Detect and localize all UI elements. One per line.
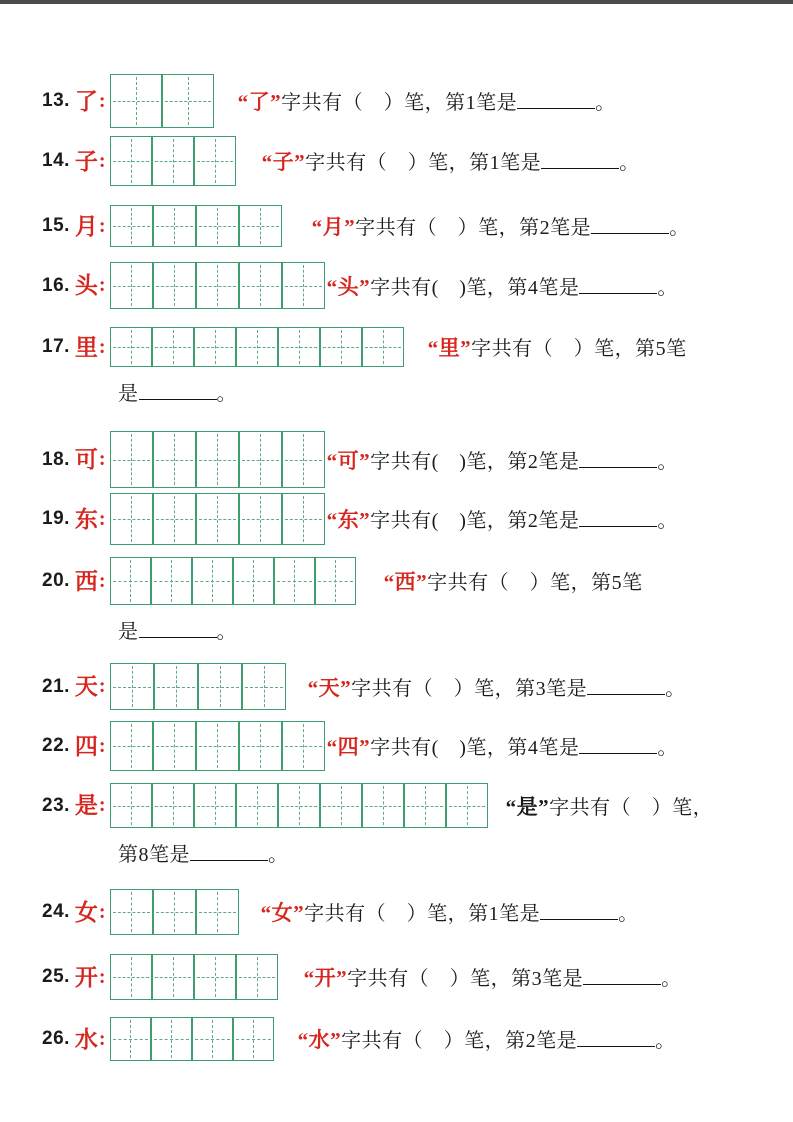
worksheet-item xyxy=(42,663,757,710)
answer-blank xyxy=(579,450,657,468)
grid-box xyxy=(278,783,320,828)
item-character: 水 xyxy=(74,1026,98,1052)
grid-box xyxy=(239,431,282,488)
question-tail: 字共有( )笔，第2笔是 xyxy=(370,510,580,532)
item-line-1 xyxy=(42,663,757,710)
grid-box xyxy=(196,431,239,488)
sentence-period: 。 xyxy=(665,677,686,700)
sentence-period: 。 xyxy=(618,903,639,925)
grid-box xyxy=(110,954,152,1000)
grid-box xyxy=(151,557,192,605)
grid-box xyxy=(110,783,152,828)
answer-blank xyxy=(583,967,661,985)
question-tail: 字共有（ ）笔，第5笔 xyxy=(427,572,643,594)
worksheet-item xyxy=(42,557,757,645)
worksheet-item xyxy=(42,493,757,545)
grid-box xyxy=(153,493,196,545)
worksheet-item xyxy=(42,889,757,935)
grid-box xyxy=(233,1017,274,1061)
grid-box xyxy=(194,327,236,367)
item-colon: : xyxy=(98,214,106,237)
worksheet-item xyxy=(42,431,757,488)
grid-box xyxy=(110,663,154,710)
grid-box xyxy=(110,1017,151,1061)
worksheet-item xyxy=(42,721,757,771)
grid-box xyxy=(153,431,196,488)
grid-box xyxy=(110,721,153,771)
grid-box xyxy=(110,74,162,128)
sentence-period: 。 xyxy=(595,92,616,114)
item-character: 四 xyxy=(74,733,98,759)
item-number: 17. xyxy=(42,336,70,357)
item-character: 是 xyxy=(74,793,98,818)
quoted-character: “了” xyxy=(237,90,282,114)
answer-blank xyxy=(541,151,619,169)
grid-box xyxy=(315,557,356,605)
answer-blank xyxy=(591,216,669,234)
item-character: 东 xyxy=(74,506,98,532)
grid-box xyxy=(282,721,325,771)
question-text xyxy=(308,672,686,702)
grid-box xyxy=(151,1017,192,1061)
answer-blank xyxy=(540,902,618,920)
item-number: 25. xyxy=(42,966,70,987)
answer-blank xyxy=(577,1029,655,1047)
grid-box xyxy=(236,954,278,1000)
item-line-2 xyxy=(118,377,757,407)
worksheet-item xyxy=(42,783,757,868)
practice-grid xyxy=(110,663,286,710)
item-colon: : xyxy=(98,274,106,296)
grid-box xyxy=(110,262,153,309)
grid-box xyxy=(236,327,278,367)
sentence-period: 。 xyxy=(268,844,289,866)
item-line-2 xyxy=(118,838,757,868)
quoted-character: “月” xyxy=(311,215,356,239)
item-number: 20. xyxy=(42,570,70,591)
item-line-1 xyxy=(42,205,757,247)
grid-box xyxy=(239,493,282,545)
answer-blank xyxy=(190,843,268,861)
grid-box xyxy=(194,954,236,1000)
grid-box xyxy=(153,262,196,309)
practice-grid xyxy=(110,954,278,1000)
item-colon: : xyxy=(98,965,106,988)
item-colon: : xyxy=(98,794,106,816)
grid-box xyxy=(239,205,282,247)
question-text xyxy=(312,211,690,241)
item-line-1 xyxy=(42,136,757,186)
quoted-character: “西” xyxy=(383,570,428,594)
item-line-1 xyxy=(42,431,757,488)
grid-box xyxy=(110,136,152,186)
item-character: 子 xyxy=(74,148,98,174)
quoted-character: “里” xyxy=(427,336,472,360)
question-tail: 字共有（ ）笔，第5笔 xyxy=(471,338,687,360)
item-number: 15. xyxy=(42,215,70,236)
grid-box xyxy=(239,262,282,309)
item-character: 开 xyxy=(74,964,98,990)
answer-blank xyxy=(139,620,217,638)
grid-box xyxy=(242,663,286,710)
worksheet-item xyxy=(42,205,757,247)
item-line-1 xyxy=(42,557,757,605)
item-line-1 xyxy=(42,1017,757,1061)
answer-blank xyxy=(579,509,657,527)
quoted-character: “是” xyxy=(505,794,550,819)
grid-box xyxy=(196,721,239,771)
worksheet-item xyxy=(42,1017,757,1061)
item-number: 18. xyxy=(42,448,70,470)
grid-box xyxy=(153,721,196,771)
sentence-period: 。 xyxy=(655,1030,676,1052)
sentence-period: 。 xyxy=(657,276,678,299)
grid-box xyxy=(239,721,282,771)
worksheet xyxy=(0,4,793,1061)
practice-grid xyxy=(110,205,282,247)
practice-grid xyxy=(110,1017,274,1061)
item-line-2 xyxy=(118,615,757,645)
quoted-character: “水” xyxy=(297,1028,342,1052)
grid-box xyxy=(282,262,325,309)
grid-box xyxy=(162,74,214,128)
grid-box xyxy=(196,889,239,935)
grid-box xyxy=(153,205,196,247)
grid-box xyxy=(192,557,233,605)
item-number: 23. xyxy=(42,794,70,816)
question-text xyxy=(428,332,687,362)
question-tail: 字共有（ ）笔，第3笔是 xyxy=(347,968,584,990)
question-tail: 字共有（ ）笔，第2笔是 xyxy=(355,217,592,239)
grid-box xyxy=(236,783,278,828)
grid-box xyxy=(233,557,274,605)
grid-box xyxy=(192,1017,233,1061)
wrap-text: 是 xyxy=(118,383,139,405)
item-line-1 xyxy=(42,493,757,545)
question-tail: 字共有（ ）笔，第1笔是 xyxy=(304,903,541,925)
quoted-character: “子” xyxy=(261,150,306,174)
sentence-period: 。 xyxy=(619,152,640,174)
question-text xyxy=(262,146,640,176)
sentence-period: 。 xyxy=(657,510,678,532)
question-text xyxy=(327,445,678,475)
sentence-period: 。 xyxy=(216,383,237,405)
question-tail: 字共有( )笔，第2笔是 xyxy=(370,450,580,473)
grid-box xyxy=(110,557,151,605)
grid-box xyxy=(362,327,404,367)
grid-box xyxy=(320,783,362,828)
worksheet-item xyxy=(42,74,757,128)
grid-box xyxy=(110,889,153,935)
answer-blank xyxy=(579,276,657,294)
item-character: 了 xyxy=(74,88,98,114)
item-character: 天 xyxy=(74,674,98,699)
item-character: 里 xyxy=(74,334,98,360)
question-text xyxy=(327,271,678,301)
practice-grid xyxy=(110,721,325,771)
wrap-text: 第8笔是 xyxy=(118,844,190,866)
practice-grid xyxy=(110,889,239,935)
item-number: 26. xyxy=(42,1028,70,1049)
question-tail: 字共有（ ）笔，第2笔是 xyxy=(341,1030,578,1052)
worksheet-item xyxy=(42,136,757,186)
item-number: 14. xyxy=(42,150,70,171)
grid-box xyxy=(194,136,236,186)
question-text xyxy=(327,504,678,534)
item-colon: : xyxy=(98,900,106,923)
item-colon: : xyxy=(98,569,106,592)
grid-box xyxy=(274,557,315,605)
item-number: 13. xyxy=(42,90,70,111)
answer-blank xyxy=(579,736,657,754)
worksheet-item xyxy=(42,327,757,407)
wrap-text: 是 xyxy=(118,621,139,643)
quoted-character: “开” xyxy=(303,966,348,990)
grid-box xyxy=(152,954,194,1000)
practice-grid xyxy=(110,557,356,605)
question-text xyxy=(384,566,643,596)
item-line-1 xyxy=(42,783,757,828)
item-line-1 xyxy=(42,262,757,309)
grid-box xyxy=(110,493,153,545)
item-colon: : xyxy=(98,507,106,530)
grid-box xyxy=(278,327,320,367)
question-text xyxy=(506,791,714,821)
quoted-character: “可” xyxy=(326,448,371,473)
item-line-1 xyxy=(42,74,757,128)
grid-box xyxy=(446,783,488,828)
grid-box xyxy=(404,783,446,828)
item-colon: : xyxy=(98,89,106,112)
practice-grid xyxy=(110,783,488,828)
item-number: 21. xyxy=(42,675,70,697)
answer-blank xyxy=(587,677,665,695)
practice-grid xyxy=(110,327,404,367)
item-number: 16. xyxy=(42,274,70,296)
quoted-character: “天” xyxy=(307,675,352,700)
practice-grid xyxy=(110,493,325,545)
item-colon: : xyxy=(98,149,106,172)
item-character: 头 xyxy=(74,273,98,298)
sentence-period: 。 xyxy=(216,621,237,643)
sentence-period: 。 xyxy=(661,968,682,990)
item-character: 女 xyxy=(74,899,98,925)
item-line-1 xyxy=(42,889,757,935)
grid-box xyxy=(110,431,153,488)
quoted-character: “头” xyxy=(326,274,371,299)
grid-box xyxy=(154,663,198,710)
grid-box xyxy=(110,327,152,367)
grid-box xyxy=(153,889,196,935)
item-number: 24. xyxy=(42,901,70,922)
sentence-period: 。 xyxy=(657,450,678,473)
answer-blank xyxy=(139,382,217,400)
question-tail: 字共有（ ）笔，第1笔是 xyxy=(305,152,542,174)
question-tail: 字共有（ ）笔， xyxy=(549,796,714,819)
item-line-1 xyxy=(42,954,757,1000)
quoted-character: “四” xyxy=(326,735,371,759)
grid-box xyxy=(152,783,194,828)
grid-box xyxy=(282,431,325,488)
grid-box xyxy=(152,327,194,367)
grid-box xyxy=(320,327,362,367)
grid-box xyxy=(196,262,239,309)
grid-box xyxy=(198,663,242,710)
item-character: 可 xyxy=(74,447,98,472)
grid-box xyxy=(196,205,239,247)
item-character: 西 xyxy=(74,568,98,594)
question-text xyxy=(298,1024,676,1054)
question-text xyxy=(327,731,678,761)
question-tail: 字共有( )笔，第4笔是 xyxy=(370,737,580,759)
question-text xyxy=(304,962,682,992)
item-line-1 xyxy=(42,721,757,771)
question-text xyxy=(238,86,616,116)
item-colon: : xyxy=(98,675,106,697)
grid-box xyxy=(362,783,404,828)
item-number: 19. xyxy=(42,508,70,529)
question-text xyxy=(261,897,639,927)
grid-box xyxy=(152,136,194,186)
question-tail: 字共有（ ）笔，第3笔是 xyxy=(351,677,588,700)
question-tail: 字共有（ ）笔，第1笔是 xyxy=(281,92,518,114)
worksheet-item xyxy=(42,954,757,1000)
item-line-1 xyxy=(42,327,757,367)
grid-box xyxy=(282,493,325,545)
question-tail: 字共有( )笔，第4笔是 xyxy=(370,276,580,299)
sentence-period: 。 xyxy=(657,737,678,759)
item-colon: : xyxy=(98,734,106,757)
sentence-period: 。 xyxy=(669,217,690,239)
practice-grid xyxy=(110,431,325,488)
item-number: 22. xyxy=(42,735,70,756)
grid-box xyxy=(196,493,239,545)
answer-blank xyxy=(517,91,595,109)
practice-grid xyxy=(110,262,325,309)
quoted-character: “女” xyxy=(260,901,305,925)
item-colon: : xyxy=(98,1027,106,1050)
worksheet-item xyxy=(42,262,757,309)
practice-grid xyxy=(110,136,236,186)
grid-box xyxy=(194,783,236,828)
practice-grid xyxy=(110,74,214,128)
grid-box xyxy=(110,205,153,247)
item-colon: : xyxy=(98,335,106,358)
item-character: 月 xyxy=(74,213,98,239)
quoted-character: “东” xyxy=(326,508,371,532)
item-colon: : xyxy=(98,448,106,470)
